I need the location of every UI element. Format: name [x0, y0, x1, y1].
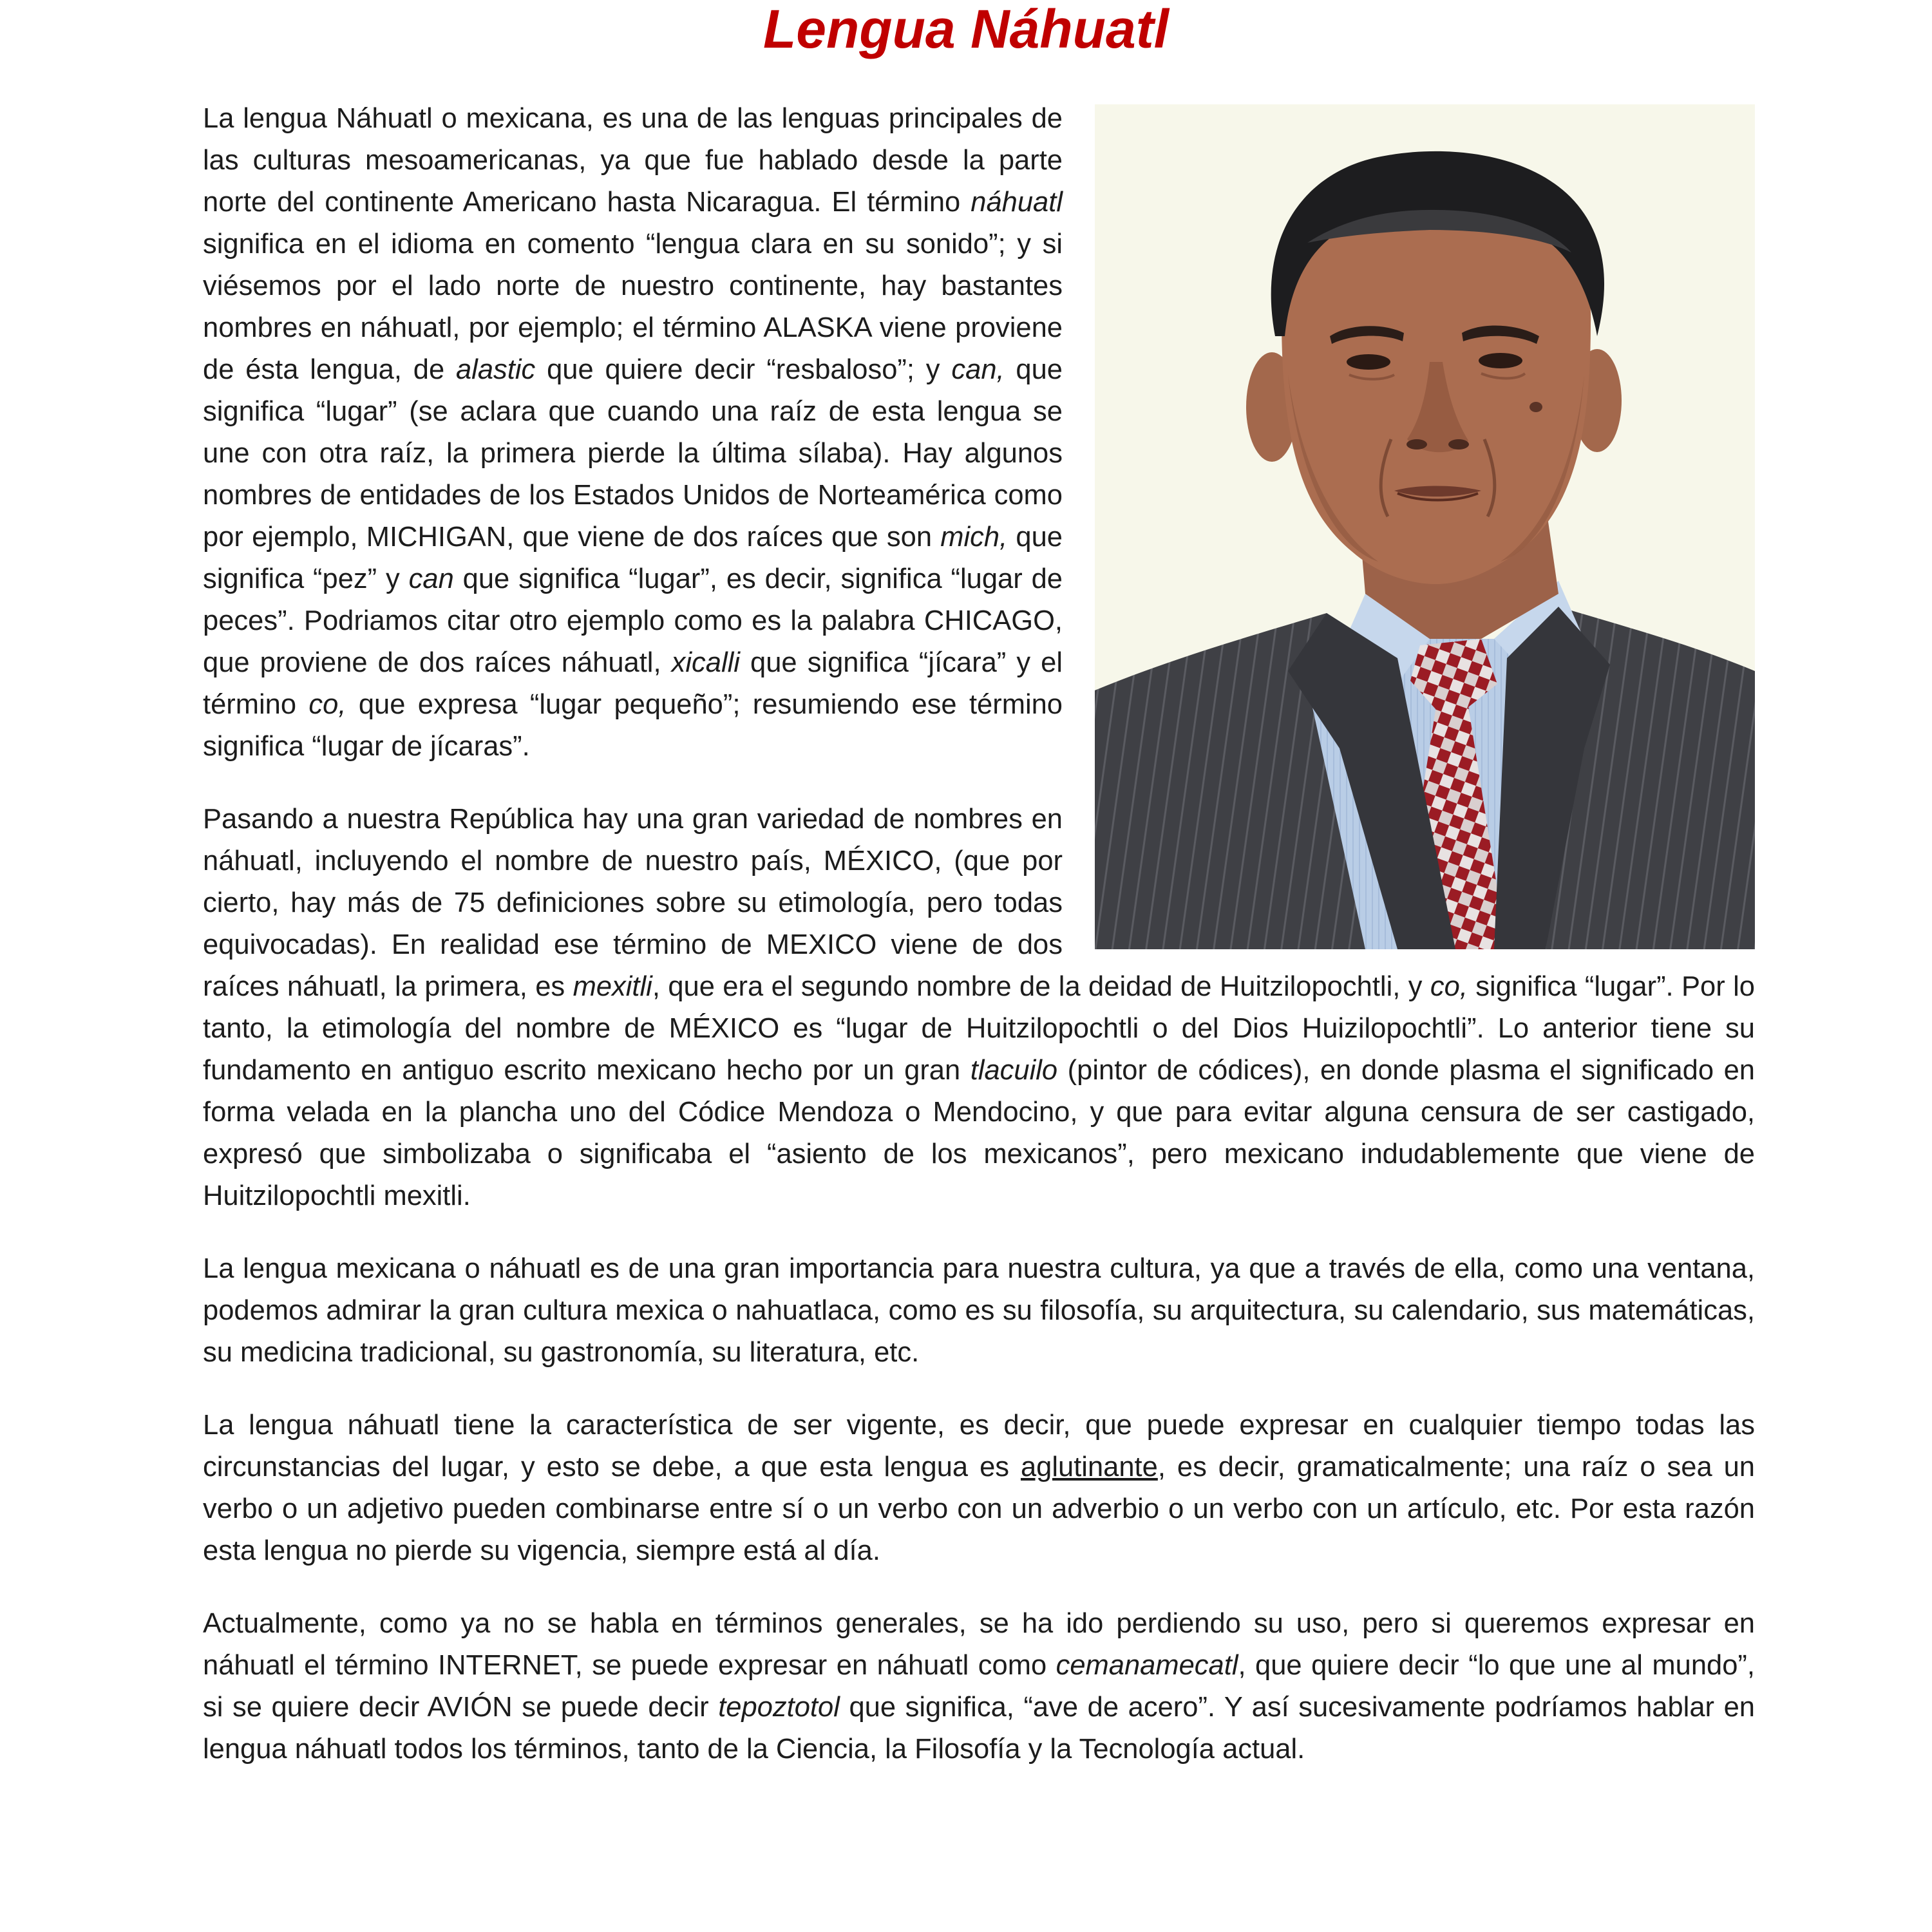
paragraph-1: La lengua Náhuatl o mexicana, es una de las lenguas principales de las culturas mesoamericanas, ya que fue hablado desde la parte norte del continente Americano hasta Nicaragua. El término náhuatl significa en el idioma en comento “lengua clara en su sonido”; y si viésemos por el lado norte de nuestro continente, hay bastantes nombres en náhuatl, por ejemplo; el término ALASKA viene proviene de ésta lengua, de alastic que quiere decir “resbaloso”; y can, que significa “lugar” (se aclara que cuando una raíz de esta lengua se une con otra raíz, la primera pierde la última sílaba). Hay algunos nombres de entidades de los Estados Unidos de Norteamérica como por ejemplo, MICHIGAN, que viene de dos raíces que son mich, que significa “pez” y can que significa “lugar”, es decir, significa “lugar de peces”. Podriamos citar otro ejemplo como es la palabra CHICAGO, que proviene de dos raíces náhuatl, xicalli que significa “jícara” y el término co, que expresa “lugar pequeño”; resumiendo ese término significa “lugar de jícaras”. [203, 103, 1063, 762]
portrait-photo [1095, 104, 1755, 949]
paragraph-4: La lengua náhuatl tiene la característica de ser vigente, es decir, que puede expresar en cualquier tiempo todas las circunstancias del lugar, y esto se debe, a que esta lengua es aglutinante, es decir, gramaticalmente; una raíz o sea un verbo o un adjetivo pueden combinarse entre sí o un verbo con un adverbio o un verbo con un artículo, etc. Por esta razón esta lengua no pierde su vigencia, siempre está al día. [203, 1410, 1756, 1566]
paragraph-3: La lengua mexicana o náhuatl es de una gran importancia para nuestra cultura, ya que a través de ella, como una ventana, podemos admirar la gran cultura mexica o nahuatlaca, como es su filosofía, su arquitectura, su calendario, sus matemáticas, su medicina tradicional, su gastronomía, su literatura, etc. [203, 1253, 1755, 1368]
aglutinante-term: aglutinante [1020, 1452, 1158, 1482]
paragraph-2: Pasando a nuestra República hay una gran variedad de nombres en náhuatl, incluyendo el nombre de nuestro país, MÉXICO, (que por cierto, hay más de 75 definiciones sobre su etimología, pero todas equivocadas). En realidad ese término de MEXICO viene de dos raíces náhuatl, la primera, es mexitli, que era el segundo nombre de la deidad de Huitzilopochtli, y co, significa “lugar”. Por lo tanto, la etimología del nombre de MÉXICO es “lugar de Huitzilopochtli o del Dios Huizilopochtli”. Lo anterior tiene su fundamento en antiguo escrito mexicano hecho por un gran tlacuilo (pintor de códices), en donde plasma el significado en forma velada en la plancha uno del Códice Mendoza o Mendocino, y que para evitar alguna censura de ser castigado, expresó que simbolizaba o significaba el “asiento de los mexicanos”, pero mexicano indudablemente que viene de Huitzilopochtli mexitli. [203, 804, 1755, 1211]
paragraph-5: Actualmente, como ya no se habla en términos generales, se ha ido perdiendo su uso, pero si queremos expresar en náhuatl el término INTERNET, se puede expresar en náhuatl como cemanamecatl, que quiere decir “lo que une al mundo”, si se quiere decir AVIÓN se puede decir tepoztotol que significa, “ave de acero”. Y así sucesivamente podríamos hablar en lengua náhuatl todos los términos, tanto de la Ciencia, la Filosofía y la Tecnología actual. [203, 1608, 1755, 1765]
article-body [203, 98, 1755, 1801]
page-title: Lengua Náhuatl [762, 0, 1170, 59]
